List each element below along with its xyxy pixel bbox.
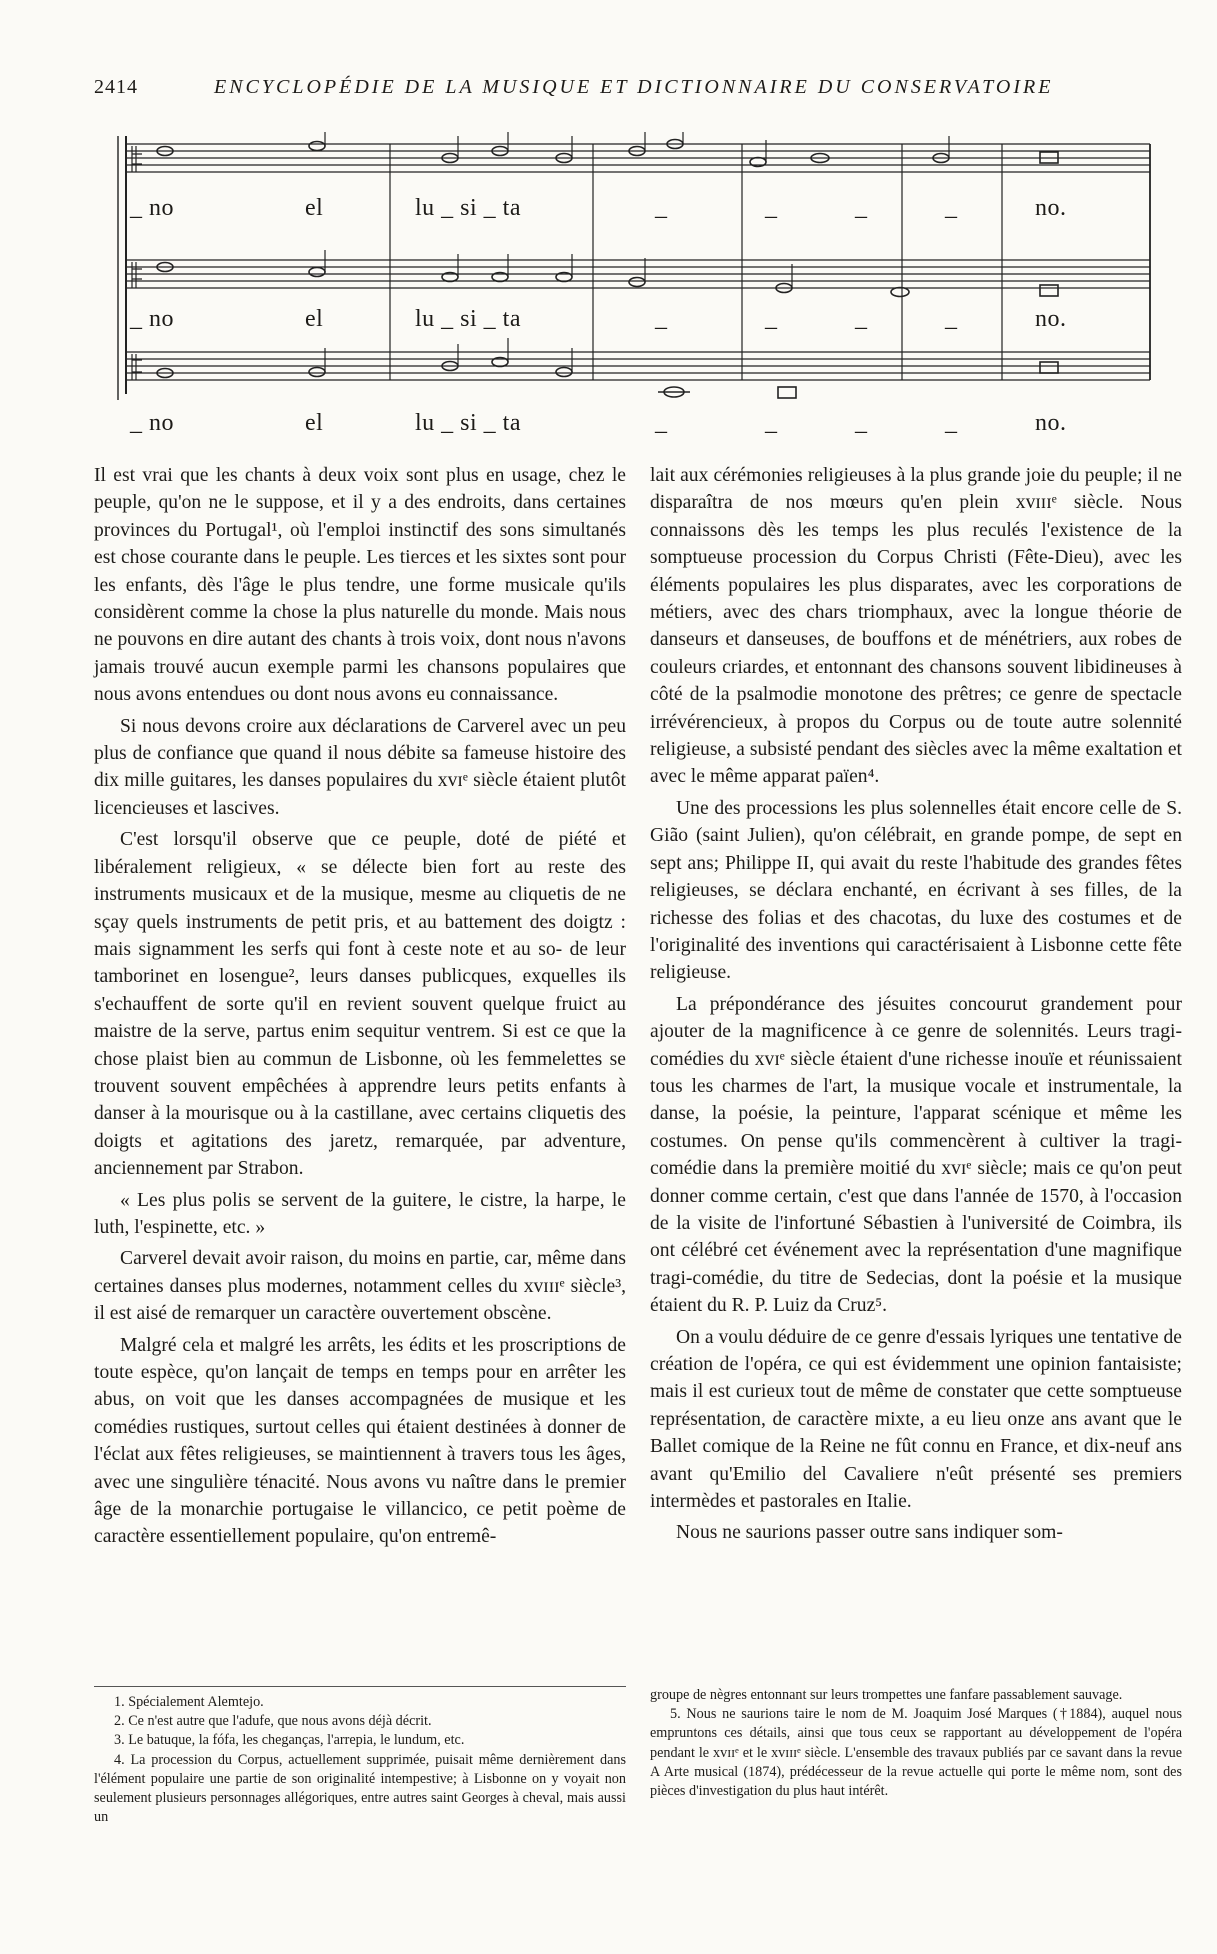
footnote: 5. Nous ne saurions taire le nom de M. Joaquim José Marques (†1884), auquel nous empruntons ces détails, ainsi que tous ceux se rapportant au développement de l'opéra pendant le xvɪɪᵉ et le xvɪɪɪᵉ siècle. L'ensemble des travaux publiés par ce savant dans la revue A Arte musical (1874), prédécesseur de la revue actuelle qui porte le même nom, sont des pièces d'investigation du plus haut intérêt. [650, 1706, 1182, 1800]
footnote: groupe de nègres entonnant sur leurs trompettes une fanfare passablement sauvage. [650, 1687, 1123, 1703]
lyric-syllable: el [305, 306, 324, 332]
lyric-syllable: _ [765, 410, 778, 436]
music-score [110, 132, 1155, 447]
lyric-syllable: _ [945, 195, 958, 221]
paragraph: La prépondérance des jésuites concourut grandement pour ajouter de la magnificence à ce genre de solennités. Leurs tragi-comédies du xvɪᵉ siècle étaient d'une richesse inouïe et réunissaient tous les charmes de l'art, la musique vocale et instrumentale, la danse, la poésie, la peinture, l'apparat scénique et même les costumes. On pense qu'ils commencèrent à cultiver la tragi-comédie dans la première moitié du xvɪᵉ siècle; mais ce qu'on peut donner comme certain, c'est que dans l'année de 1570, à l'occasion de la visite de l'infortuné Sébastien à l'université de Coimbra, ils ont célébré cet événement avec la représentation d'une magnifique tragi-comédie, du titre de Sedecias, dont la poésie et la musique étaient du R. P. Luiz da Cruz⁵. [650, 993, 1182, 1317]
lyric-syllable: _ [945, 410, 958, 436]
lyric-syllable: _ [655, 410, 668, 436]
paragraph: Une des processions les plus solennelles était encore celle de S. Gião (saint Julien), qu'on célébrait, en grande pompe, de sept en sept ans; Philippe II, qui avait du reste l'habitude des grandes fêtes religieuses, se déclara enchanté, en écrivant à ses filles, de la richesse des folias et des chacotas, du luxe des costumes et de l'originalité des inventions qui caractérisaient à Lisbonne cette fête religieuse. [650, 797, 1182, 984]
page-number: 2414 [94, 76, 138, 98]
lyric-syllable: el [305, 195, 324, 221]
paragraph: lait aux cérémonies religieuses à la plus grande joie du peuple; il ne disparaîtra de nos mœurs qu'en plein xvɪɪɪᵉ siècle. Nous connaissons dès les temps les plus reculés l'existence de la somptueuse procession du Corpus Christi (Fête-Dieu), avec les éléments populaires les plus disparates, avec les corporations de métiers, avec des chars triomphaux, avec la longue théorie de danseurs et danseuses, de bouffons et de ménétriers, aux robes de couleurs criardes, et entonnant des chansons souvent libidineuses à côté de la psalmodie monotone des prêtres; ce genre de spectacle irrévérencieux, à propos du Corpus ou de toute autre solennité religieuse, a subsisté pendant des siècles avec la même exaltation et avec le même apparat païen⁴. [650, 465, 1182, 788]
paragraph: « Les plus polis se servent de la guitere, le cistre, la harpe, le luth, l'espinette, etc. » [94, 1189, 626, 1238]
paragraph: Nous ne saurions passer outre sans indiquer som- [676, 1522, 1063, 1544]
paragraph: Si nous devons croire aux déclarations de Carverel avec un peu plus de confiance que quand il nous débite sa fameuse histoire des dix mille guitares, les danses populaires du xvɪᵉ siècle étaient plutôt licencieuses et lascives. [94, 715, 626, 819]
paragraph: On a voulu déduire de ce genre d'essais lyriques une tentative de création de l'opéra, ce qui est évidemment une opinion fantaisiste; mais il est curieux tout de même de constater que cette somptueuse représentation, de caractère mixte, a eu lieu onze ans avant que le Ballet comique de la Reine ne fût connu en France, et dix-neuf ans avant qu'Emilio del Cavaliere n'eût présenté ses premiers intermèdes et pastorales en Italie. [650, 1326, 1182, 1513]
lyric-syllable: _ [765, 195, 778, 221]
running-title: ENCYCLOPÉDIE DE LA MUSIQUE ET DICTIONNAIRE DU CONSERVATOIRE [214, 76, 1054, 98]
running-header [94, 76, 1144, 106]
lyric-syllable: _ no [130, 306, 174, 332]
lyric-syllable: _ [945, 306, 958, 332]
footnote: 4. La procession du Corpus, actuellement supprimée, puisait même dernièrement dans l'élément populaire une partie de son originalité intempestive; à Lisbonne on y voyait non seulement plusieurs personnages allégoriques, entre autres saint Georges à cheval, mais aussi un [94, 1751, 626, 1826]
footnotes-left [94, 1686, 626, 1827]
lyric-syllable: _ [855, 410, 868, 436]
lyric-syllable: el [305, 410, 324, 436]
footnote: 3. Le batuque, la fófa, les cheganças, l'arrepia, le lundum, etc. [114, 1732, 465, 1749]
footnotes-right [650, 1686, 1182, 1801]
lyric-syllable: _ [655, 195, 668, 221]
lyric-syllable: lu _ si _ ta [415, 306, 521, 332]
lyric-syllable: _ no [130, 410, 174, 436]
right-text-column [650, 462, 1182, 1547]
lyric-syllable: lu _ si _ ta [415, 195, 521, 221]
left-text-column [94, 462, 626, 1551]
paragraph: Carverel devait avoir raison, du moins en partie, car, même dans certaines danses plus modernes, notamment celles du xvɪɪɪᵉ siècle³, il est aisé de remarquer un caractère ouvertement obscène. [94, 1248, 626, 1325]
lyric-syllable: no. [1035, 410, 1067, 436]
lyric-syllable: no. [1035, 306, 1067, 332]
score-staves [110, 132, 1155, 447]
paragraph: C'est lorsqu'il observe que ce peuple, doté de piété et libéralement religieux, « se délecte bien fort au reste des instruments musicaux et de la musique, mesme au cliquetis de ne sçay quels instruments de petit pris, et au battement des doigtz : mais signamment les serfs qui font à ceste note et au so- de leur tamborinet en losengue², leurs danses publicques, exquelles ils s'echauffent de sorte qu'il en revient souvent quelque fruict au maistre de la serve, partus enim sequitur ventrem. Si est ce que la chose plaist bien au commun de Lisbonne, où les femmelettes se trouvent souvent empêchées à apprendre leurs petits enfants à danser à la mourisque ou à la castillane, avec certains cliquetis des doigts et agitations des jaretz, remarquée, par adventure, anciennement par Strabon. [94, 829, 626, 1180]
footnote: 1. Spécialement Alemtejo. [114, 1694, 264, 1710]
lyric-syllable: _ [765, 306, 778, 332]
lyric-syllable: no. [1035, 195, 1067, 221]
lyric-syllable: _ [855, 195, 868, 221]
lyric-syllable: lu _ si _ ta [415, 410, 521, 436]
paragraph: Malgré cela et malgré les arrêts, les édits et les proscriptions de toute espèce, qu'on lançait de temps en temps pour en arrêter les abus, on voit que les danses accompagnées de musique et les comédies rustiques, surtout celles qui étaient destinées à donner de l'éclat aux fêtes religieuses, se maintiennent à travers tous les âges, avec une singulière ténacité. Nous avons vu naître dans le premier âge de la monarchie portugaise le villancico, ce petit poème de caractère essentiellement populaire, qu'on entremê- [94, 1334, 626, 1548]
paragraph: Il est vrai que les chants à deux voix sont plus en usage, chez le peuple, qu'on ne le suppose, et il y a des endroits, dans certaines provinces du Portugal¹, où l'emploi instinctif des sons simultanés est chose courante dans le peuple. Les tierces et les sixtes sont pour les enfants, dès l'âge le plus tendre, une forme musicale qu'ils considèrent comme la chose la plus naturelle du monde. Mais nous ne pouvons en dire autant des chants à trois voix, dont nous n'avons jamais trouvé aucun exemple parmi les chansons populaires que nous avons entendues ou dont nous avons eu connaissance. [94, 465, 626, 706]
lyric-syllable: _ [655, 306, 668, 332]
footnote: 2. Ce n'est autre que l'adufe, que nous avons déjà décrit. [114, 1713, 432, 1730]
lyric-syllable: _ no [130, 195, 174, 221]
lyric-syllable: _ [855, 306, 868, 332]
